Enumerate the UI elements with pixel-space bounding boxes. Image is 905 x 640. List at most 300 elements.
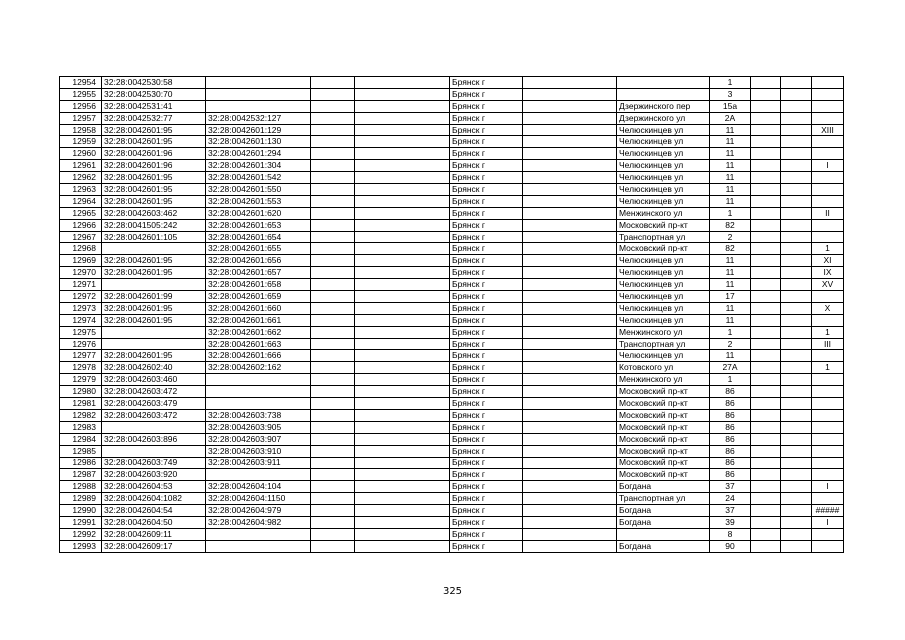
cell-room: 1 (812, 243, 844, 255)
cell-col-11 (781, 112, 812, 124)
cell-col-5 (355, 540, 450, 552)
cell-city: Брянск г (450, 184, 523, 196)
cell-house: 24 (710, 493, 751, 505)
table-row (60, 184, 844, 196)
cell-row-number: 12982 (60, 409, 102, 421)
cell-street: Челюскинцев ул (617, 255, 710, 267)
cell-house: 2 (710, 338, 751, 350)
cell-cadastral-number: 32:28:0042532:77 (102, 112, 206, 124)
cell-col-10 (751, 291, 781, 303)
cell-col-7 (523, 540, 617, 552)
cell-col-5 (355, 314, 450, 326)
table-row (60, 528, 844, 540)
cell-city: Брянск г (450, 362, 523, 374)
cell-room: I (812, 160, 844, 172)
cell-object-number: 32:28:0042601:294 (206, 148, 311, 160)
table-row (60, 136, 844, 148)
cell-row-number: 12961 (60, 160, 102, 172)
cell-col-7 (523, 528, 617, 540)
cell-object-number (206, 88, 311, 100)
cell-room (812, 219, 844, 231)
cell-col-4 (311, 172, 355, 184)
cell-col-7 (523, 124, 617, 136)
cell-object-number (206, 100, 311, 112)
cell-row-number: 12954 (60, 77, 102, 89)
cell-col-7 (523, 184, 617, 196)
page-number: 325 (442, 586, 463, 597)
cell-house: 2А (710, 112, 751, 124)
cell-col-5 (355, 267, 450, 279)
cell-col-4 (311, 124, 355, 136)
cell-col-11 (781, 219, 812, 231)
cell-row-number: 12970 (60, 267, 102, 279)
cell-col-10 (751, 338, 781, 350)
cell-col-7 (523, 148, 617, 160)
cell-city: Брянск г (450, 112, 523, 124)
table-row (60, 255, 844, 267)
cell-cadastral-number: 32:28:0042609:17 (102, 540, 206, 552)
cell-col-7 (523, 255, 617, 267)
cell-object-number (206, 540, 311, 552)
cell-street: Транспортная ул (617, 493, 710, 505)
cell-col-7 (523, 243, 617, 255)
cell-col-10 (751, 112, 781, 124)
cell-col-5 (355, 219, 450, 231)
cell-col-7 (523, 100, 617, 112)
cell-col-10 (751, 207, 781, 219)
cell-cadastral-number: 32:28:0042604:50 (102, 516, 206, 528)
cell-room (812, 540, 844, 552)
cell-col-11 (781, 314, 812, 326)
table-row (60, 362, 844, 374)
cell-col-10 (751, 374, 781, 386)
cell-col-10 (751, 469, 781, 481)
cell-row-number: 12980 (60, 386, 102, 398)
table-row (60, 433, 844, 445)
cell-city: Брянск г (450, 291, 523, 303)
cell-street: Менжинского ул (617, 207, 710, 219)
cell-row-number: 12992 (60, 528, 102, 540)
table-row (60, 77, 844, 89)
cell-street: Челюскинцев ул (617, 136, 710, 148)
cell-cadastral-number: 32:28:0042601:95 (102, 267, 206, 279)
cell-street: Челюскинцев ул (617, 148, 710, 160)
cell-col-11 (781, 445, 812, 457)
cell-object-number: 32:28:0042604:979 (206, 505, 311, 517)
cell-city: Брянск г (450, 88, 523, 100)
cell-room (812, 314, 844, 326)
cell-col-11 (781, 291, 812, 303)
cell-col-7 (523, 409, 617, 421)
cell-room (812, 433, 844, 445)
table-row (60, 493, 844, 505)
cell-col-11 (781, 326, 812, 338)
cell-cadastral-number: 32:28:0042601:105 (102, 231, 206, 243)
cell-street: Челюскинцев ул (617, 279, 710, 291)
cell-room: II (812, 207, 844, 219)
cell-street (617, 528, 710, 540)
cell-col-5 (355, 207, 450, 219)
cell-street: Московский пр-кт (617, 457, 710, 469)
cell-cadastral-number: 32:28:0042601:95 (102, 172, 206, 184)
cell-col-11 (781, 172, 812, 184)
cell-col-11 (781, 302, 812, 314)
cell-cadastral-number: 32:28:0042604:54 (102, 505, 206, 517)
cell-col-7 (523, 291, 617, 303)
cell-room (812, 136, 844, 148)
cell-col-7 (523, 195, 617, 207)
cell-col-10 (751, 326, 781, 338)
cell-street: Богдана (617, 516, 710, 528)
cell-cadastral-number: 32:28:0042603:462 (102, 207, 206, 219)
cell-row-number: 12979 (60, 374, 102, 386)
cell-object-number: 32:28:0042601:656 (206, 255, 311, 267)
cell-col-4 (311, 255, 355, 267)
cell-col-4 (311, 374, 355, 386)
table-row (60, 148, 844, 160)
cell-col-11 (781, 243, 812, 255)
cell-object-number: 32:28:0042601:658 (206, 279, 311, 291)
cell-col-10 (751, 398, 781, 410)
cell-object-number: 32:28:0042601:659 (206, 291, 311, 303)
table-row (60, 243, 844, 255)
cell-col-5 (355, 445, 450, 457)
cell-object-number: 32:28:0042601:304 (206, 160, 311, 172)
cell-cadastral-number: 32:28:0042603:896 (102, 433, 206, 445)
cell-room: III (812, 338, 844, 350)
cell-col-7 (523, 481, 617, 493)
cell-col-5 (355, 195, 450, 207)
cell-col-11 (781, 255, 812, 267)
cell-col-5 (355, 124, 450, 136)
cell-room (812, 469, 844, 481)
cell-city: Брянск г (450, 207, 523, 219)
cell-col-4 (311, 77, 355, 89)
cell-room (812, 231, 844, 243)
cell-street: Московский пр-кт (617, 386, 710, 398)
cell-col-5 (355, 386, 450, 398)
cell-col-5 (355, 528, 450, 540)
cell-house: 3 (710, 88, 751, 100)
table-row (60, 469, 844, 481)
cell-col-7 (523, 421, 617, 433)
cell-col-4 (311, 469, 355, 481)
cell-col-5 (355, 493, 450, 505)
cell-col-11 (781, 421, 812, 433)
cell-col-4 (311, 516, 355, 528)
cell-col-10 (751, 124, 781, 136)
cell-object-number: 32:28:0042601:657 (206, 267, 311, 279)
cell-house: 27А (710, 362, 751, 374)
cell-col-4 (311, 338, 355, 350)
cell-object-number: 32:28:0042602:162 (206, 362, 311, 374)
cell-room: XI (812, 255, 844, 267)
cell-room (812, 457, 844, 469)
cell-col-10 (751, 409, 781, 421)
cell-room (812, 148, 844, 160)
cell-city: Брянск г (450, 302, 523, 314)
cell-row-number: 12962 (60, 172, 102, 184)
cell-object-number: 32:28:0042603:905 (206, 421, 311, 433)
cell-city: Брянск г (450, 243, 523, 255)
cell-col-10 (751, 255, 781, 267)
cell-cadastral-number: 32:28:0042601:96 (102, 148, 206, 160)
cell-col-10 (751, 136, 781, 148)
cell-col-7 (523, 314, 617, 326)
cell-col-10 (751, 528, 781, 540)
cell-col-7 (523, 231, 617, 243)
cell-house: 86 (710, 409, 751, 421)
cell-col-5 (355, 409, 450, 421)
cell-col-7 (523, 326, 617, 338)
cell-col-10 (751, 77, 781, 89)
cell-col-4 (311, 112, 355, 124)
cell-street: Челюскинцев ул (617, 350, 710, 362)
cell-street: Челюскинцев ул (617, 267, 710, 279)
cell-col-10 (751, 493, 781, 505)
cell-room (812, 184, 844, 196)
cell-cadastral-number: 32:28:0042604:1082 (102, 493, 206, 505)
cell-house: 39 (710, 516, 751, 528)
cell-row-number: 12964 (60, 195, 102, 207)
cell-col-4 (311, 207, 355, 219)
cell-object-number (206, 374, 311, 386)
cell-row-number: 12971 (60, 279, 102, 291)
cell-row-number: 12988 (60, 481, 102, 493)
cell-col-11 (781, 100, 812, 112)
cell-col-5 (355, 172, 450, 184)
cell-col-5 (355, 350, 450, 362)
cell-house: 1 (710, 374, 751, 386)
cell-city: Брянск г (450, 493, 523, 505)
cell-col-10 (751, 100, 781, 112)
table-row (60, 398, 844, 410)
cell-house: 11 (710, 184, 751, 196)
cell-city: Брянск г (450, 136, 523, 148)
cell-object-number: 32:28:0042601:654 (206, 231, 311, 243)
cell-row-number: 12959 (60, 136, 102, 148)
table-row (60, 350, 844, 362)
cell-col-4 (311, 314, 355, 326)
cell-col-10 (751, 362, 781, 374)
cell-col-5 (355, 481, 450, 493)
cell-street: Челюскинцев ул (617, 160, 710, 172)
cell-col-7 (523, 398, 617, 410)
table-row (60, 219, 844, 231)
cell-house: 82 (710, 243, 751, 255)
cell-col-7 (523, 219, 617, 231)
cell-room: XIII (812, 124, 844, 136)
table-row (60, 338, 844, 350)
cell-house: 11 (710, 350, 751, 362)
cell-city: Брянск г (450, 279, 523, 291)
cell-city: Брянск г (450, 255, 523, 267)
cell-street: Челюскинцев ул (617, 291, 710, 303)
cell-col-4 (311, 362, 355, 374)
cell-city: Брянск г (450, 350, 523, 362)
cell-row-number: 12963 (60, 184, 102, 196)
table-row (60, 124, 844, 136)
cell-col-5 (355, 362, 450, 374)
cell-col-4 (311, 433, 355, 445)
cell-col-7 (523, 302, 617, 314)
cell-col-11 (781, 350, 812, 362)
cell-house: 11 (710, 136, 751, 148)
cell-cadastral-number (102, 243, 206, 255)
cell-city: Брянск г (450, 421, 523, 433)
cell-object-number: 32:28:0042601:653 (206, 219, 311, 231)
cell-row-number: 12983 (60, 421, 102, 433)
cell-city: Брянск г (450, 398, 523, 410)
table-row (60, 326, 844, 338)
cell-col-10 (751, 279, 781, 291)
cell-col-4 (311, 528, 355, 540)
cell-col-5 (355, 136, 450, 148)
cell-col-7 (523, 469, 617, 481)
cell-col-11 (781, 267, 812, 279)
cell-cadastral-number: 32:28:0041505:242 (102, 219, 206, 231)
cell-col-4 (311, 231, 355, 243)
cell-row-number: 12978 (60, 362, 102, 374)
table-row (60, 374, 844, 386)
cell-room (812, 528, 844, 540)
table-row (60, 112, 844, 124)
cell-room (812, 100, 844, 112)
cell-room (812, 421, 844, 433)
cell-cadastral-number: 32:28:0042603:920 (102, 469, 206, 481)
cell-house: 86 (710, 433, 751, 445)
cell-street: Котовского ул (617, 362, 710, 374)
cell-col-11 (781, 374, 812, 386)
cell-col-10 (751, 243, 781, 255)
cell-col-7 (523, 112, 617, 124)
cell-object-number: 32:28:0042601:663 (206, 338, 311, 350)
cell-col-4 (311, 219, 355, 231)
cell-col-11 (781, 457, 812, 469)
cell-house: 2 (710, 231, 751, 243)
cell-col-5 (355, 326, 450, 338)
cell-street: Московский пр-кт (617, 243, 710, 255)
cell-house: 86 (710, 421, 751, 433)
cell-row-number: 12957 (60, 112, 102, 124)
cell-city: Брянск г (450, 433, 523, 445)
cell-city: Брянск г (450, 409, 523, 421)
cell-cadastral-number: 32:28:0042601:95 (102, 184, 206, 196)
cell-city: Брянск г (450, 231, 523, 243)
cell-house: 37 (710, 481, 751, 493)
cell-cadastral-number: 32:28:0042530:70 (102, 88, 206, 100)
cell-street: Дзержинского пер (617, 100, 710, 112)
cell-room (812, 291, 844, 303)
cell-object-number: 32:28:0042601:666 (206, 350, 311, 362)
table-row (60, 540, 844, 552)
cell-col-10 (751, 457, 781, 469)
cell-col-10 (751, 516, 781, 528)
table-row (60, 207, 844, 219)
table-row (60, 172, 844, 184)
cell-cadastral-number (102, 421, 206, 433)
cell-col-7 (523, 445, 617, 457)
cell-row-number: 12990 (60, 505, 102, 517)
cell-city: Брянск г (450, 326, 523, 338)
cell-street: Менжинского ул (617, 326, 710, 338)
cell-cadastral-number: 32:28:0042609:11 (102, 528, 206, 540)
cell-col-4 (311, 505, 355, 517)
cell-col-4 (311, 409, 355, 421)
table-row (60, 516, 844, 528)
cell-room (812, 374, 844, 386)
cell-cadastral-number: 32:28:0042603:472 (102, 386, 206, 398)
cell-object-number: 32:28:0042604:104 (206, 481, 311, 493)
cell-cadastral-number: 32:28:0042603:479 (102, 398, 206, 410)
cell-col-7 (523, 267, 617, 279)
cell-house: 86 (710, 469, 751, 481)
cell-col-7 (523, 136, 617, 148)
cell-row-number: 12984 (60, 433, 102, 445)
cell-house: 86 (710, 398, 751, 410)
cell-row-number: 12976 (60, 338, 102, 350)
cell-col-4 (311, 184, 355, 196)
cell-street: Богдана (617, 481, 710, 493)
cell-city: Брянск г (450, 469, 523, 481)
cell-street: Транспортная ул (617, 231, 710, 243)
cell-object-number: 32:28:0042601:130 (206, 136, 311, 148)
cell-col-11 (781, 195, 812, 207)
cell-col-7 (523, 433, 617, 445)
cell-house: 11 (710, 279, 751, 291)
cell-cadastral-number: 32:28:0042604:53 (102, 481, 206, 493)
cell-col-11 (781, 528, 812, 540)
cell-house: 1 (710, 326, 751, 338)
cell-col-5 (355, 457, 450, 469)
cell-row-number: 12985 (60, 445, 102, 457)
table-row (60, 386, 844, 398)
cell-col-10 (751, 148, 781, 160)
cell-col-4 (311, 195, 355, 207)
cell-object-number (206, 386, 311, 398)
cell-house: 8 (710, 528, 751, 540)
cell-col-11 (781, 398, 812, 410)
cell-street: Транспортная ул (617, 338, 710, 350)
cell-col-4 (311, 421, 355, 433)
cell-col-10 (751, 88, 781, 100)
cell-cadastral-number (102, 279, 206, 291)
cell-city: Брянск г (450, 528, 523, 540)
cell-col-5 (355, 421, 450, 433)
cell-object-number: 32:28:0042601:662 (206, 326, 311, 338)
cell-col-4 (311, 398, 355, 410)
table-row (60, 314, 844, 326)
cell-house: 11 (710, 148, 751, 160)
cell-house: 82 (710, 219, 751, 231)
cell-col-11 (781, 516, 812, 528)
cell-col-11 (781, 362, 812, 374)
cell-col-5 (355, 231, 450, 243)
cell-col-5 (355, 100, 450, 112)
cell-col-5 (355, 184, 450, 196)
cell-col-4 (311, 326, 355, 338)
table-row (60, 160, 844, 172)
cell-house: 86 (710, 445, 751, 457)
cell-street: Московский пр-кт (617, 421, 710, 433)
cell-room (812, 77, 844, 89)
cell-city: Брянск г (450, 457, 523, 469)
cell-cadastral-number: 32:28:0042601:95 (102, 350, 206, 362)
cell-room (812, 445, 844, 457)
cell-col-4 (311, 457, 355, 469)
cell-col-4 (311, 267, 355, 279)
cell-room (812, 493, 844, 505)
